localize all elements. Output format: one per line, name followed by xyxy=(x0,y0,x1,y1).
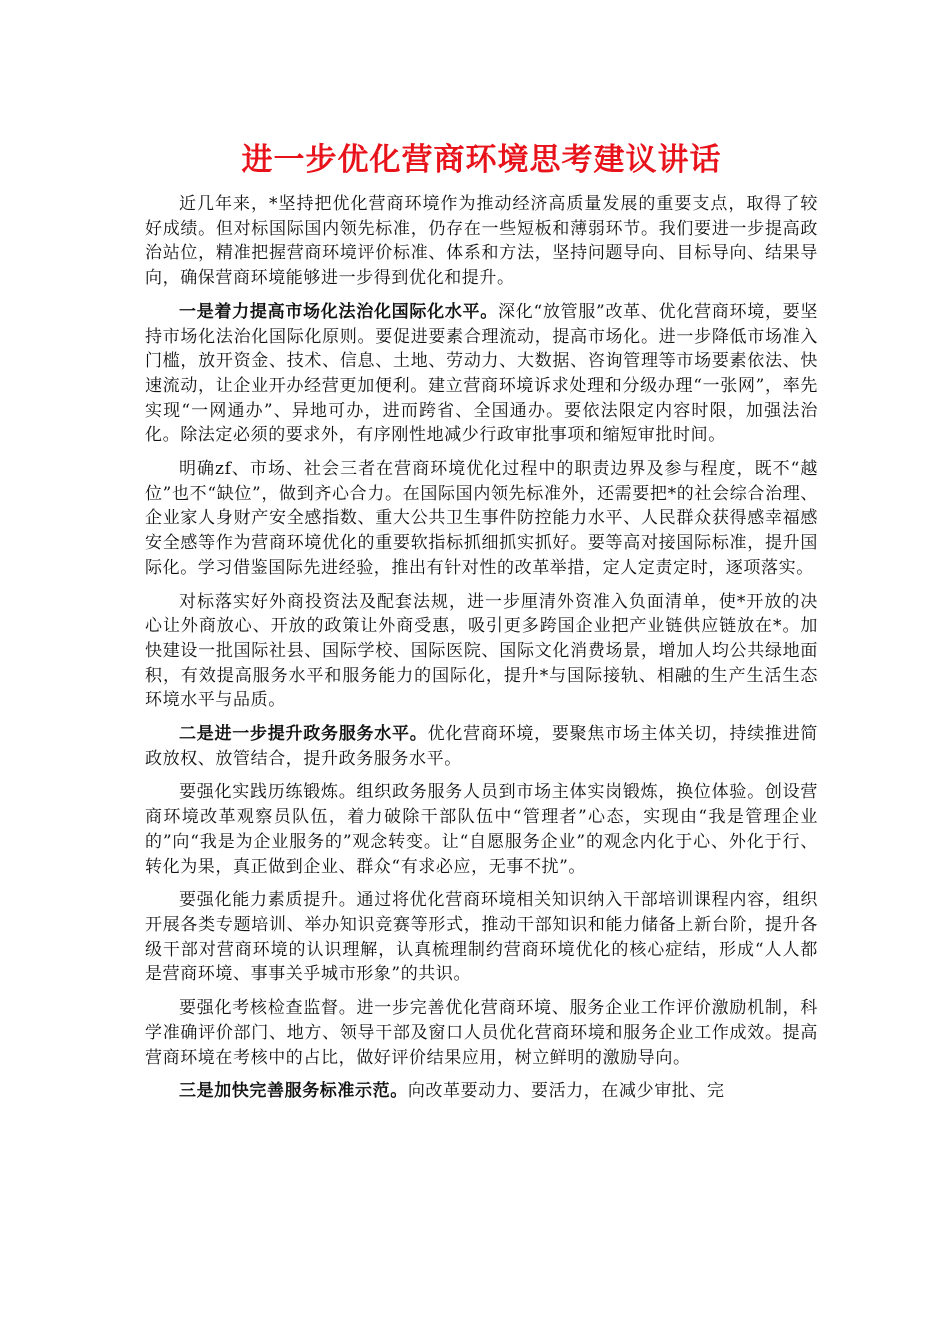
section-heading-3: 三是加快完善服务标准示范。 xyxy=(179,1081,408,1102)
paragraph-text: 要强化考核检查监督。进一步完善优化营商环境、服务企业工作评价激励机制，科学准确评价部门、地方、领导干部及窗口人员优化营商环境和服务企业工作成效。提高营商环境在考核中的占比，做好评价结果应用，树立鲜明的激励导向。 xyxy=(145,998,818,1068)
paragraph-intro xyxy=(145,192,818,291)
document-title: 进一步优化营商环境思考建议讲话 xyxy=(241,142,722,178)
paragraph-text: 明确zf、市场、社会三者在营商环境优化过程中的职责边界及参与程度，既不“越位”也不“缺位”，做到齐心合力。在国际国内领先标准外，还需要把*的社会综合治理、企业家人身财产安全感指数、重大公共卫生事件防控能力水平、人民群众获得感幸福感安全感等作为营商环境优化的重要软指标抓细抓实抓好。要等高对接国际标准，提升国际化。学习借鉴国际先进经验，推出有针对性的改革举措，定人定责定时，逐项落实。 xyxy=(145,459,818,578)
section-heading-2: 二是进一步提升政务服务水平。 xyxy=(179,724,428,745)
paragraph-responsibilities xyxy=(145,457,818,581)
paragraph-foreign-investment xyxy=(145,590,818,714)
paragraph-section-1 xyxy=(145,300,818,448)
paragraph-text: 要强化能力素质提升。通过将优化营商环境相关知识纳入干部培训课程内容，组织开展各类专题培训、举办知识竞赛等形式，推动干部知识和能力储备上新台阶，提升各级干部对营商环境的认识理解，认真梳理制约营商环境优化的核心症结，形成“人人都是营商环境、事事关乎城市形象”的共识。 xyxy=(145,890,818,985)
paragraph-section-3 xyxy=(145,1079,818,1104)
paragraph-text: 向改革要动力、要活力，在减少审批、完 xyxy=(407,1081,725,1102)
paragraph-supervision xyxy=(145,996,818,1070)
paragraph-practice xyxy=(145,780,818,879)
paragraph-section-2 xyxy=(145,722,818,771)
section-heading-1: 一是着力提高市场化法治化国际化水平。 xyxy=(179,301,499,322)
paragraph-text: 近几年来，*坚持把优化营商环境作为推动经济高质量发展的重要支点，取得了较好成绩。但对标国际国内领先标准，仍存在一些短板和薄弱环节。我们要进一步提高政治站位，精准把握营商环境评价标准、体系和方法，坚持问题导向、目标导向、结果导向，确保营商环境能够进一步得到优化和提升。 xyxy=(145,194,818,289)
paragraph-text: 优化营商环境，要聚焦市场主体关切，持续推进简政放权、放管结合，提升政务服务水平。 xyxy=(145,724,818,769)
paragraph-text: 要强化实践历练锻炼。组织政务服务人员到市场主体实岗锻炼，换位体验。创设营商环境改革观察员队伍，着力破除干部队伍中“管理者”心态，实现由“我是管理企业的”向“我是为企业服务的”观念转变。让“自愿服务企业”的观念内化于心、外化于行、转化为果，真正做到企业、群众“有求必应，无事不扰”。 xyxy=(145,782,818,877)
paragraph-capability xyxy=(145,888,818,987)
paragraph-text: 对标落实好外商投资法及配套法规，进一步厘清外资准入负面清单，使*开放的决心让外商放心、开放的政策让外商受惠，吸引更多跨国企业把产业链供应链放在*。加快建设一批国际社县、国际学校、国际医院、国际文化消费场景，增加人均公共绿地面积，有效提高服务水平和服务能力的国际化，提升*与国际接轨、相融的生产生活生态环境水平与品质。 xyxy=(145,591,818,711)
paragraph-text: 深化“放管服”改革、优化营商环境，要坚持市场化法治化国际化原则。要促进要素合理流动，提高市场化。进一步降低市场准入门槛，放开资金、技术、信息、土地、劳动力、大数据、咨询管理等市场要素依法、快速流动，让企业开办经营更加便利。建立营商环境诉求处理和分级办理“一张网”，率先实现“一网通办”、异地可办，进而跨省、全国通办。要依法限定内容时限，加强法治化。除法定必须的要求外，有序刚性地减少行政审批事项和缩短审批时间。 xyxy=(145,301,818,446)
